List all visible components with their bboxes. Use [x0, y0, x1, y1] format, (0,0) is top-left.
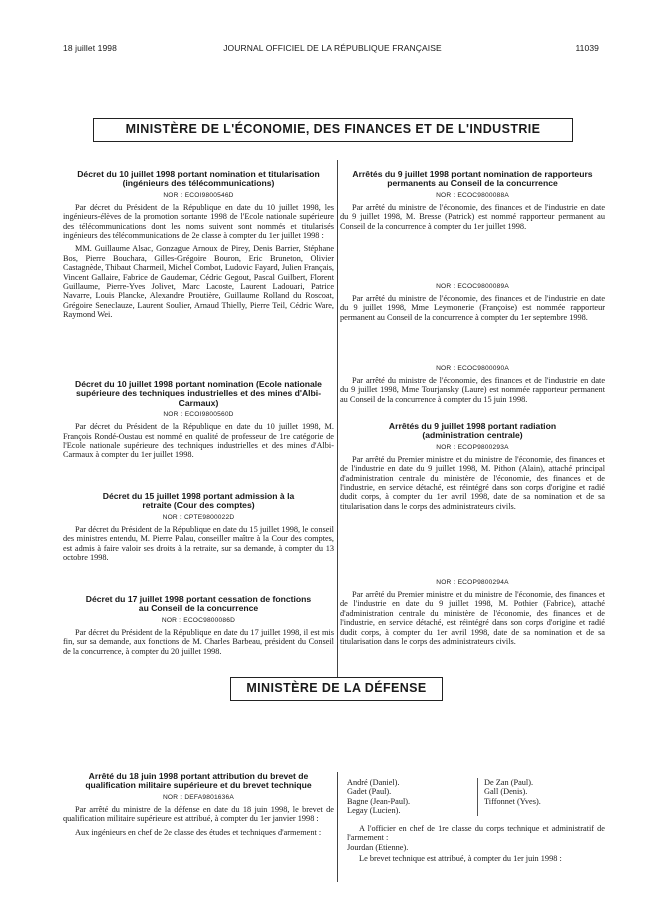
nor-reference: NOR : ECOC9800090A — [436, 365, 509, 372]
article-title: Décret du 15 juillet 1998 portant admission à la retraite (Cour des comptes) — [102, 491, 295, 511]
column-divider-economy — [337, 160, 338, 677]
article-arretes-rapporteurs — [340, 170, 605, 231]
name-entry: De Zan (Paul). — [477, 778, 605, 787]
page-header — [0, 0, 665, 60]
article-title: Arrêtés du 9 juillet 1998 portant nomination de rapporteurs permanents au Conseil de la concurrence — [352, 169, 593, 189]
article-decree-cessation — [63, 595, 334, 656]
nor-reference: NOR : ECOI9800546D — [163, 191, 234, 199]
article-paragraph: Aux ingénieurs en chef de 2e classe des études et techniques d'armement : — [75, 827, 322, 837]
article-paragraph: Par arrêté du ministre de la défense en date du 18 juin 1998, le brevet de qualification militaire supérieure est attribué, à compter du 1er janvier 1998 : — [63, 804, 334, 824]
name-entry: Gadet (Paul). — [347, 787, 392, 797]
name-entry: André (Daniel). — [347, 778, 400, 787]
header-page-number: 11039 — [575, 43, 599, 53]
article-paragraph: Par décret du Président de la République en date du 10 juillet 1998, les ingénieurs-élèves de la promotion sortante 1998 de l'Ecole nationale supérieure des télécommunications dont les noms suivent sont nommés et titularisés ingénieurs des télécommunications de 2e classe à compter du 1er juillet 1998 : — [63, 202, 334, 241]
name-entry: Jourdan (Etienne). — [347, 843, 409, 853]
article-title: Décret du 10 juillet 1998 portant nomination et titularisation (ingénieurs des télécommunications) — [77, 169, 320, 189]
nor-reference: NOR : ECOP9800294A — [436, 579, 509, 586]
article-paragraph: Par arrêté du Premier ministre et du ministre de l'économie, des finances et de l'industrie en date du 9 juillet 1998, M. Pithon (Alain), attaché principal d'administration centrale du ministère de l'économie, des finances et de l'industrie, en service détaché, est réintégré dans son corps d'origine et radié dudit corps, à compter du 1er avril 1998, date de sa nomination et de sa titularisation dans le corps des administrateurs civils. — [340, 454, 605, 511]
ministry-defense-heading: MINISTÈRE DE LA DÉFENSE — [230, 677, 443, 701]
article-paragraph: Par décret du Président de la République en date du 10 juillet 1998, M. François Rondé-Oustau est nommé en qualité de professeur de 1re catégorie de l'Ecole nationale supérieure des techniques industrielles et des mines d'Albi-Carmaux à compter du 1er juillet 1998. — [63, 422, 334, 460]
article-arrete-leymonerie — [340, 280, 605, 322]
name-entry: Tiffonnet (Yves). — [477, 797, 605, 806]
article-paragraph: Par décret du Président de la République en date du 17 juillet 1998, il est mis fin, sur sa demande, aux fonctions de M. Charles Barbeau, président du Conseil de la concurrence, à compter du 20 juillet 1998. — [63, 627, 334, 656]
nor-reference: NOR : ECOC9800086D — [161, 616, 236, 624]
header-journal-title: JOURNAL OFFICIEL DE LA RÉPUBLIQUE FRANÇAISE — [223, 43, 442, 53]
name-entry: Legay (Lucien). — [347, 806, 401, 816]
article-paragraph: Par décret du Président de la République en date du 15 juillet 1998, le conseil des ministres entendu, M. Pierre Palau, conseiller maître à la Cour des comptes, est admis à faire valoir ses droits à la retraite, sur sa demande, à compter du 13 octobre 1998. — [63, 524, 334, 563]
article-title: Décret du 17 juillet 1998 portant cessation de fonctions au Conseil de la concurrence — [85, 594, 312, 614]
article-paragraph: MM. Guillaume Alsac, Gonzague Arnoux de Pirey, Denis Barrier, Stéphane Bos, Pierre Bouchara, Gilles-Grégoire Bouron, Eric Bruneton, Olivier Castagnède, Thibaut Charmeil, Michel Combot, Ludovic Fayard, Julien Français, Vincent Gallaire, Fabrice de Gaudemar, Cédric Gegout, Pascal Guilbert, Florent Guillaume, Pierre-Yves Jolivet, Marc Lacoste, Laurent Ladouari, Patrice Navarre, Louis Plancke, Alexandre Proutière, Guillaume Rolland du Roscoat, Grégoire Seneclauze, Laurent Soulier, Arnaud Thielly, Pierre Teil, Cédric Ware, Raymond Wei. — [63, 244, 334, 320]
name-entry: Bagne (Jean-Paul). — [347, 796, 411, 806]
names-list — [347, 778, 605, 816]
nor-reference: NOR : ECOC9800088A — [436, 191, 509, 199]
article-decree-retirement — [63, 492, 334, 562]
nor-reference: NOR : ECOC9800089A — [436, 283, 509, 290]
article-title: Arrêtés du 9 juillet 1998 portant radiation (administration centrale) — [388, 421, 557, 441]
article-title: Décret du 10 juillet 1998 portant nomination (Ecole nationale supérieure des techniques industrielles et des mines d'Albi-Carmaux) — [75, 379, 322, 408]
ministry-economy-heading: MINISTÈRE DE L'ÉCONOMIE, DES FINANCES ET DE L'INDUSTRIE — [93, 118, 573, 142]
article-arrete-pothier — [340, 576, 605, 646]
article-paragraph: A l'officier en chef de 1re classe du corps technique et administratif de l'armement : — [347, 823, 605, 843]
defense-right-column — [347, 778, 605, 863]
right-column — [340, 170, 605, 670]
header-date: 18 juillet 1998 — [63, 43, 117, 53]
nor-reference: NOR : CPTE9800022D — [162, 513, 235, 521]
article-title: Arrêté du 18 juin 1998 portant attribution du brevet de qualification militaire supérieure et du brevet technique — [85, 771, 312, 791]
article-paragraph: Par arrêté du ministre de l'économie, des finances et de l'industrie en date du 9 juillet 1998, M. Bresse (Patrick) est nommé rapporteur permanent au Conseil de la concurrence à compter du 1er juillet 1998. — [340, 202, 605, 231]
left-column — [63, 170, 334, 670]
article-paragraph: Par arrêté du Premier ministre et du ministre de l'économie, des finances et de l'industrie en date du 9 juillet 1998, M. Pothier (Fabrice), attaché d'administration centrale du ministère de l'économie, des finances et de l'industrie, en service détaché, est réintégré dans son corps d'origine et radié dudit corps, à compter du 1er avril 1998, date de sa nomination et de sa titularisation dans le corps des administrateurs civils. — [340, 590, 605, 647]
article-paragraph: Par arrêté du ministre de l'économie, des finances et de l'industrie en date du 9 juillet 1998, Mme Leymonerie (Françoise) est nommée rapporteur permanent au Conseil de la concurrence à compter du 1er septembre 1998. — [340, 294, 605, 322]
nor-reference: NOR : ECOP9800293A — [436, 443, 509, 451]
article-arretes-radiation — [340, 422, 605, 511]
article-paragraph: Le brevet technique est attribué, à compter du 1er juin 1998 : — [359, 853, 562, 863]
nor-reference: NOR : ECOI9800560D — [163, 411, 234, 419]
article-decree-telecom — [63, 170, 334, 320]
nor-reference: NOR : DEFA9801636A — [162, 793, 235, 801]
name-entry-empty — [477, 806, 605, 815]
article-paragraph: Par arrêté du ministre de l'économie, des finances et de l'industrie en date du 9 juillet 1998, Mme Tourjansky (Laure) est nommée rapporteur permanent au Conseil de la concurrence à compter du 15 juin 1998. — [340, 376, 605, 404]
article-arrete-tourjansky — [340, 362, 605, 404]
defense-left-column — [63, 772, 334, 837]
name-entry: Gall (Denis). — [477, 787, 605, 796]
article-decree-albi-carmaux — [63, 380, 334, 460]
column-divider-defense — [337, 772, 338, 882]
